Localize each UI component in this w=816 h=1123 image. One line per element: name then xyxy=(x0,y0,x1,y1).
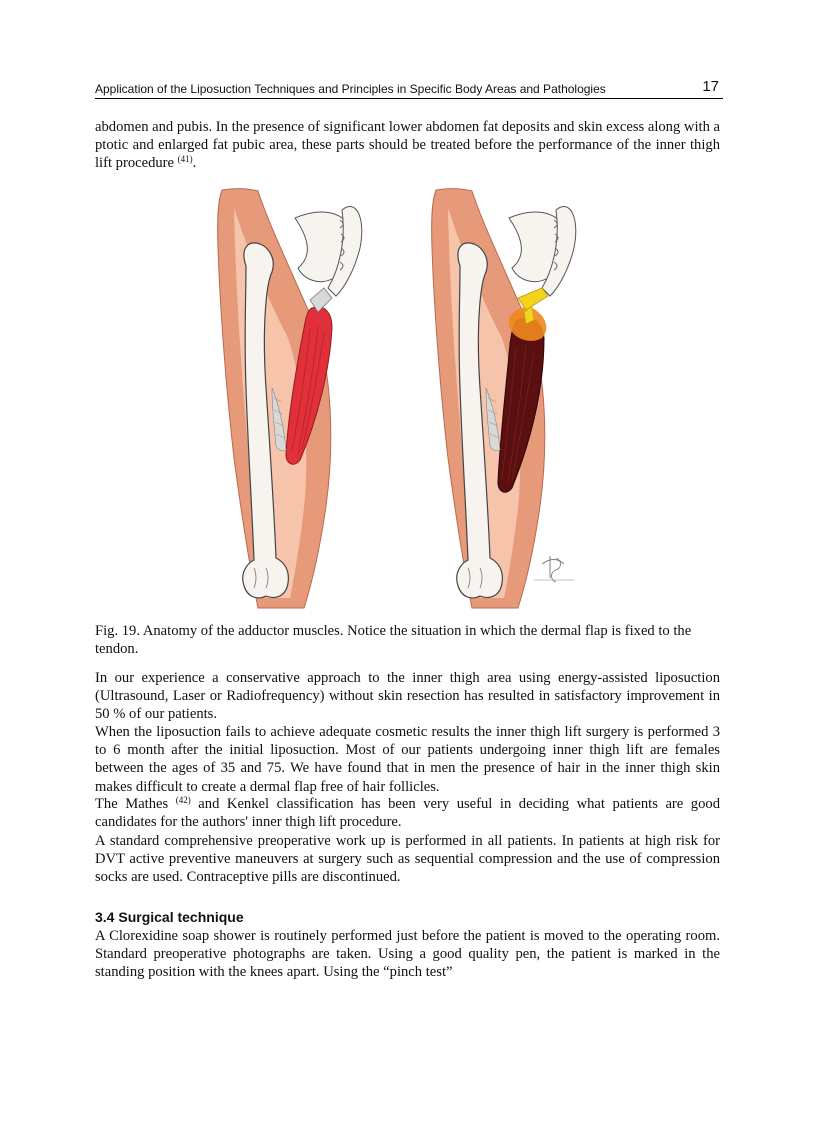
citation-42: (42) xyxy=(175,795,191,805)
section-heading: 3.4 Surgical technique xyxy=(95,909,244,925)
paragraph-6 xyxy=(95,927,720,982)
paragraph-2 xyxy=(95,669,720,724)
citation-41: (41) xyxy=(177,154,193,165)
page-number: 17 xyxy=(702,78,719,95)
paragraph-2-text: In our experience a conservative approach to the inner thigh area using energy-assisted liposuction (Ultrasound, Laser or Radiofrequency) without skin resection has resulted in satisfactory improvement in 50 % of our patients. xyxy=(95,670,720,723)
right-thigh-drawing xyxy=(432,189,576,608)
header-rule xyxy=(95,98,723,99)
paragraph-1-text: abdomen and pubis. In the presence of significant lower abdomen fat deposits and skin excess along with a ptotic and enlarged fat pubic area, these parts should be treated before the performance of the inner thigh lift procedure xyxy=(95,119,720,172)
paragraph-3-text: When the liposuction fails to achieve adequate cosmetic results the inner thigh lift surgery is performed 3 to 6 month after the initial liposuction. Most of our patients undergoing inner thigh lift are females between the ages of 35 and 75. We have found that in men the presence of hair in the inner thigh skin makes difficult to create a dermal flap free of hair follicles. xyxy=(95,724,720,795)
dermal-flap-yellow xyxy=(518,288,548,310)
paragraph-6-text: A Clorexidine soap shower is routinely performed just before the patient is moved to the operating room. Standard preoperative photographs are taken. Using a good quality pen, the patient is marked in the standing position with the knees apart. Using the “pinch test” xyxy=(95,928,720,981)
paragraph-5-text: A standard comprehensive preoperative work up is performed in all patients. In patients at high risk for DVT active preventive maneuvers at surgery such as sequential compression and the use of compression socks are used. Contraceptive pills are discontinued. xyxy=(95,833,720,886)
paragraph-4 xyxy=(95,795,720,831)
figure-caption xyxy=(95,622,715,658)
paragraph-4-text: and Kenkel classification has been very useful in deciding what patients are good candidates for the authors' inner thigh lift procedure. xyxy=(95,796,720,831)
paragraph-1 xyxy=(95,118,720,173)
left-thigh-drawing xyxy=(218,189,362,608)
running-title: Application of the Liposuction Techniques and Principles in Specific Body Areas and Pathologies xyxy=(95,82,606,96)
paragraph-3 xyxy=(95,723,720,796)
paragraph-5 xyxy=(95,832,720,887)
figure-caption-text: Fig. 19. Anatomy of the adductor muscles. Notice the situation in which the dermal flap is fixed to the tendon. xyxy=(95,623,692,658)
adductor-illustration xyxy=(200,188,590,610)
anatomy-figure xyxy=(200,188,590,610)
artist-signature xyxy=(542,556,564,582)
paragraph-1-tail: . xyxy=(192,155,197,172)
paragraph-4-lead: The Mathes xyxy=(95,796,169,812)
